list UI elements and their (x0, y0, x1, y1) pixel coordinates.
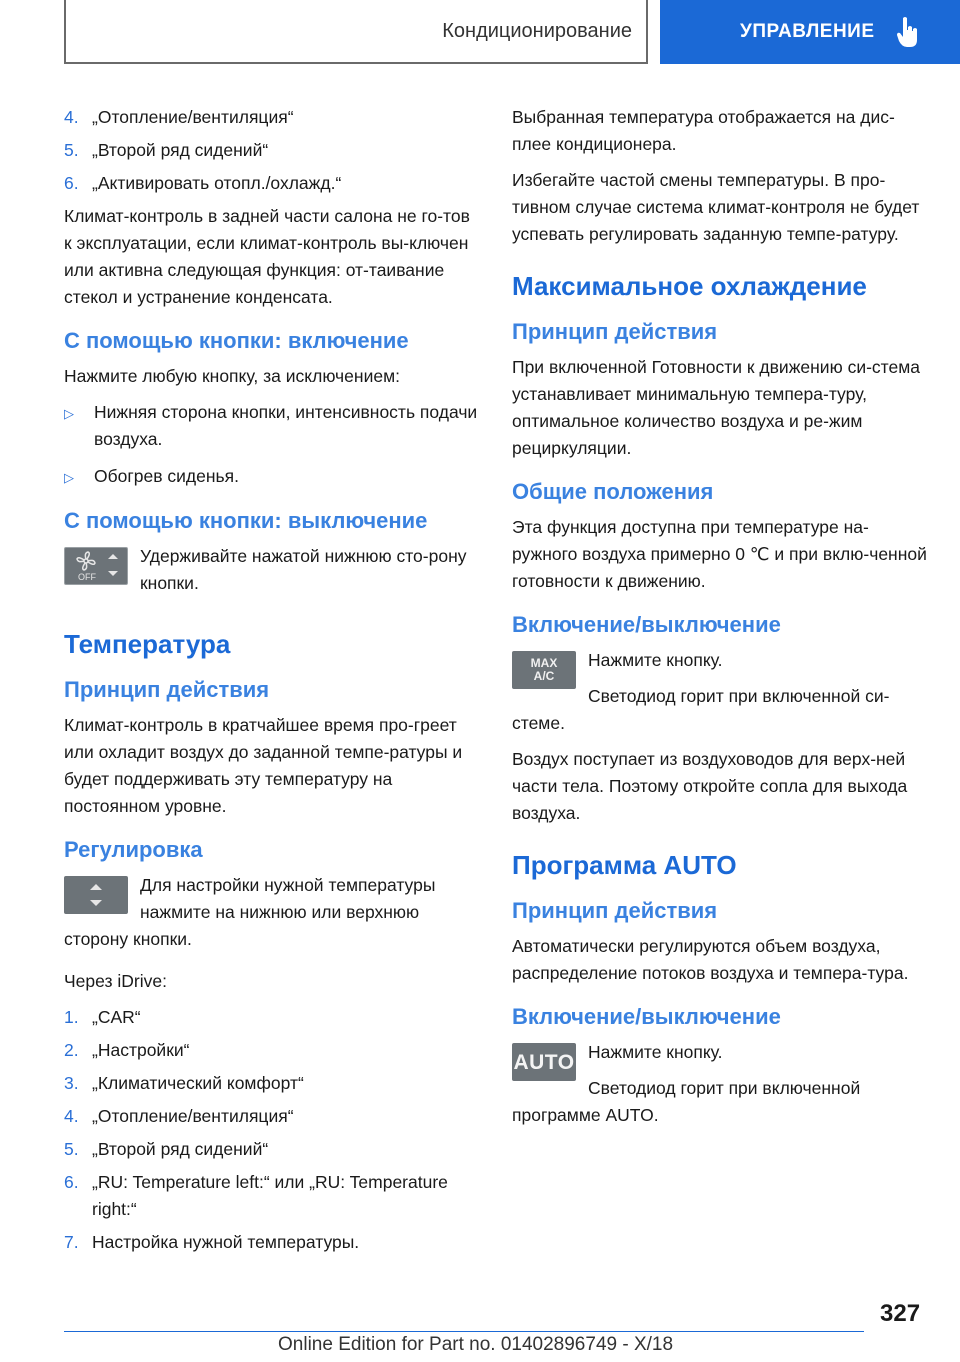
temperature-rocker-button-image (64, 876, 128, 914)
fan-off-button-image (64, 547, 128, 585)
list-item: 1. „CAR“ (64, 1007, 141, 1027)
left-column (64, 104, 478, 1262)
header-section-box (64, 0, 648, 64)
paragraph: Выбранная температура отображается на дис-плее кондиционера. (512, 107, 895, 154)
bullet-item: ▷ Нижняя сторона кнопки, интенсивность подачи воздуха. (64, 399, 478, 453)
paragraph: Автоматически регулируются объем воздуха, распределение потоков воздуха и темпера-тура. (512, 936, 909, 983)
heading-on-off: Включение/выключение (512, 1004, 781, 1029)
paragraph: Светодиод горит при включенной программе AUTO. (512, 1078, 861, 1125)
heading-regulation: Регулировка (64, 837, 203, 862)
header-section-title: Кондиционирование (442, 19, 632, 42)
paragraph: Светодиод горит при включенной си-стеме. (512, 686, 890, 733)
paragraph: Климат-контроль в задней части салона не го-тов к эксплуатации, если климат-контроль вы-ключен или активна следующая функция: от-таивание стекол и устранение конденсата. (64, 206, 470, 307)
auto-block (512, 1039, 928, 1138)
hand-pointer-icon (896, 16, 920, 48)
page-number: 327 (880, 1300, 921, 1327)
heading-auto-program: Программа AUTO (512, 850, 737, 880)
list-item: 6. „RU: Temperature left:“ или „RU: Temperature right:“ (64, 1172, 448, 1219)
heading-principle: Принцип действия (64, 677, 270, 702)
heading-temperature: Температура (64, 629, 231, 659)
bullet-item: ▷ Обогрев сиденья. (64, 463, 478, 491)
list-item: 4. „Отопление/вентиляция“ (64, 1106, 294, 1126)
paragraph: Воздух поступает из воздуховодов для верх-ней части тела. Поэтому откройте сопла для выхода воздуха. (512, 749, 908, 823)
fan-off-icon (66, 549, 126, 583)
off-block (64, 543, 478, 606)
paragraph: Эта функция доступна при температуре на-ружного воздуха примерно 0 ℃ и при вклю-ченной готовности к движению. (512, 517, 927, 591)
max-ac-button-image (512, 651, 576, 689)
auto-button-image (512, 1043, 576, 1081)
footer-edition: Online Edition for Part no. 01402896749 - X/18 (278, 1334, 674, 1355)
heading-general: Общие положения (512, 479, 714, 504)
max-ac-block (512, 647, 928, 746)
max-ac-icon: MAX A/C (530, 656, 558, 683)
footer-divider (64, 1331, 864, 1332)
heading-button-off: С помощью кнопки: выключение (64, 508, 428, 533)
paragraph: Через iDrive: (64, 971, 167, 991)
list-item: 3. „Климатический комфорт“ (64, 1073, 304, 1093)
paragraph: Удерживайте нажатой нижнюю сто-рону кнопки. (140, 546, 467, 593)
triangle-bullet-icon: ▷ (64, 406, 74, 421)
paragraph: Избегайте частой смены температуры. В про-тивном случае система климат-контроля не будет успевать регулировать заданную темпе-ратуру. (512, 170, 920, 244)
up-down-arrows-icon (81, 878, 111, 912)
paragraph: При включенной Готовности к движению си-стема устанавливает минимальную темпера-туру, оптимальное количество воздуха и ре-жим рециркуляции. (512, 357, 920, 458)
list-item: 4. „Отопление/вентиляция“ (64, 107, 294, 127)
list-item: 6. „Активировать отопл./охлажд.“ (64, 173, 342, 193)
right-column (512, 104, 928, 1138)
heading-on-off: Включение/выключение (512, 612, 781, 637)
heading-principle: Принцип действия (512, 319, 718, 344)
list-item: 7. Настройка нужной температуры. (64, 1232, 360, 1252)
svg-text:OFF: OFF (78, 572, 96, 582)
heading-button-on: С помощью кнопки: включение (64, 328, 409, 353)
paragraph: Нажмите кнопку. (588, 650, 723, 670)
paragraph: Для настройки нужной температуры нажмите на нижнюю или верхнюю сторону кнопки. (64, 875, 436, 949)
paragraph: Нажмите кнопку. (588, 1042, 723, 1062)
regulation-block (64, 872, 478, 962)
heading-max-cooling: Максимальное охлаждение (512, 271, 867, 301)
heading-principle: Принцип действия (512, 898, 718, 923)
auto-icon: AUTO (513, 1050, 575, 1074)
triangle-bullet-icon: ▷ (64, 470, 74, 485)
header-chapter-title: УПРАВЛЕНИЕ (740, 21, 875, 42)
list-item: 2. „Настройки“ (64, 1040, 190, 1060)
header-chapter-tab[interactable] (660, 0, 960, 64)
list-item: 5. „Второй ряд сидений“ (64, 1139, 269, 1159)
paragraph: Климат-контроль в кратчайшее время про-греет или охладит воздух до заданной темпе-ратуры и будет поддерживать эту температуру на постоянном уровне. (64, 715, 463, 816)
paragraph: Нажмите любую кнопку, за исключением: (64, 366, 400, 386)
list-item: 5. „Второй ряд сидений“ (64, 140, 269, 160)
